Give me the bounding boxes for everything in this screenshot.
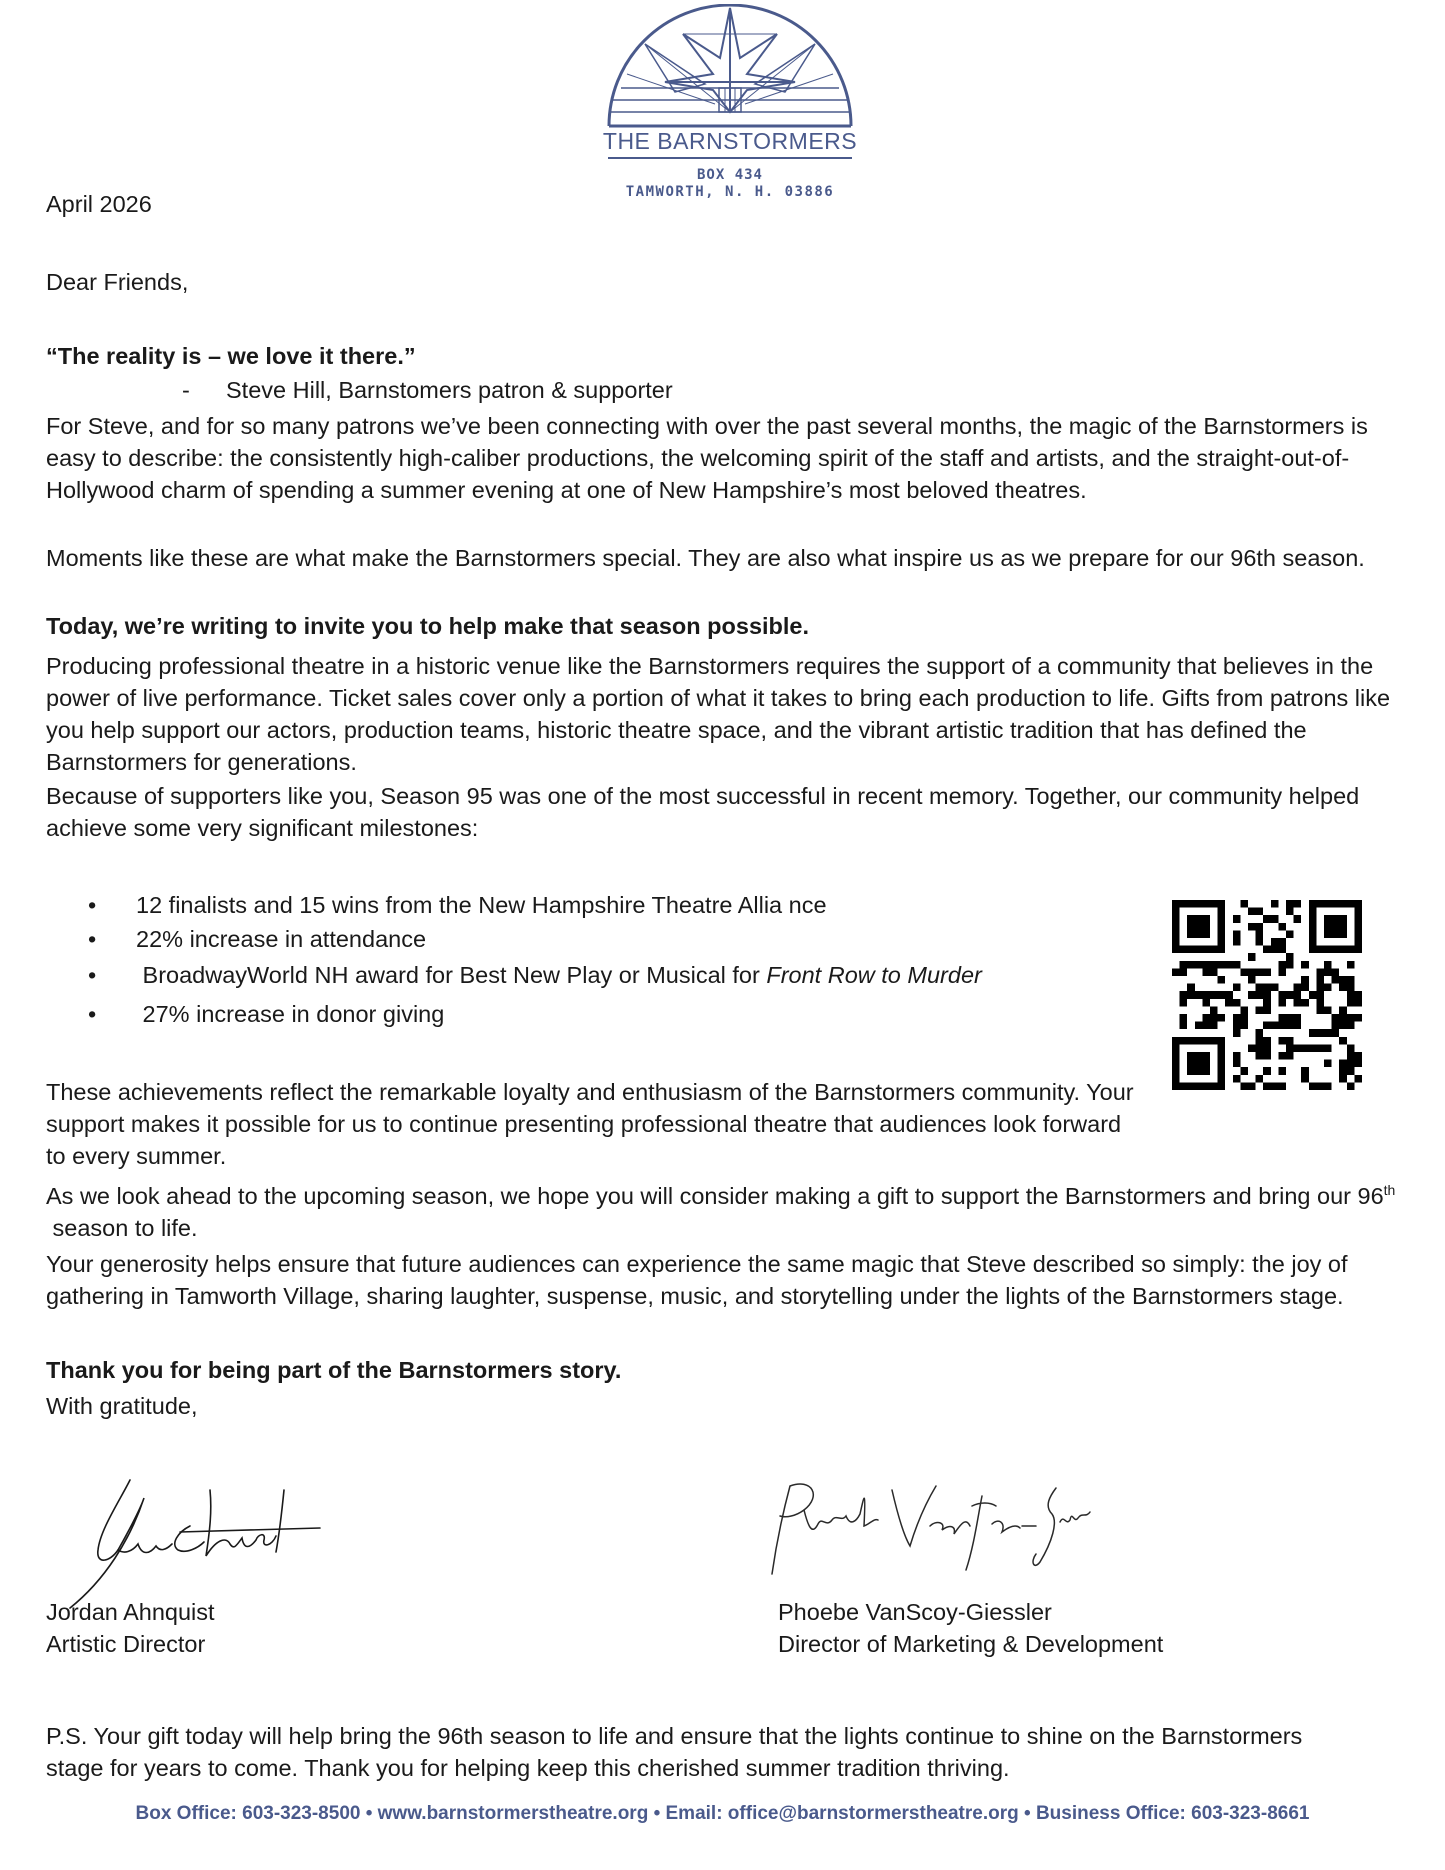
quote-text: “The reality is – we love it there.” <box>46 343 416 369</box>
paragraph-invite: Today, we’re writing to invite you to help make that season possible. <box>46 613 810 639</box>
milestone-text: 22% increase in attendance <box>136 926 427 952</box>
milestone-show-title: Front Row to Murder <box>766 962 982 988</box>
org-city-address: TAMWORTH, N. H. 03886 <box>625 184 835 200</box>
upcoming-season-text-a: As we look ahead to the upcoming season, we hope you will consider making a gift to support the Barnstormers and bring our 96 <box>46 1183 1384 1209</box>
signer-title-1: Artistic Director <box>46 1631 206 1657</box>
bullet-icon: • <box>88 892 97 918</box>
milestones-list <box>88 892 982 1035</box>
list-item <box>88 962 982 1001</box>
paragraph-season-95: Because of supporters like you, Season 95 was one of the most successful in recent memory. Together, our community helped achieve some very significant milestones: <box>46 783 1360 841</box>
ordinal-suffix: th <box>1383 1182 1396 1199</box>
qr-code-icon[interactable] <box>1172 900 1362 1090</box>
paragraph-generosity: Your generosity helps ensure that future audiences can experience the same magic that Steve described so simply: the joy of gathering in Tamworth Village, sharing laughter, suspense, music, and storytelling under the lights of the Barnstormers stage. <box>46 1251 1348 1309</box>
letterhead <box>600 4 860 200</box>
bullet-icon: • <box>88 962 97 988</box>
paragraph-thank-you: Thank you for being part of the Barnstormers story. <box>46 1357 622 1383</box>
upcoming-season-text-b: season to life. <box>46 1215 198 1241</box>
quote-attribution: Steve Hill, Barnstomers patron & supporter <box>226 377 673 403</box>
org-box-address: BOX 434 <box>696 167 763 183</box>
paragraph-producing: Producing professional theatre in a historic venue like the Barnstormers requires the support of a community that believes in the power of live performance. Ticket sales cover only a portion of what it takes to bring each production to life. Gifts from patrons like you help support our actors, production teams, historic theatre space, and the vibrant artistic tradition that has defined the Barnstormers for generations. <box>46 653 1391 775</box>
bullet-icon: • <box>88 1001 97 1027</box>
salutation: Dear Friends, <box>46 269 189 295</box>
footer-contact: Box Office: 603-323-8500 • www.barnstormerstheatre.org • Email: office@barnstormerstheatre.org • Business Office: 603-323-8661 <box>135 1803 1310 1824</box>
paragraph-moments: Moments like these are what make the Barnstormers special. They are also what inspire us as we prepare for our 96th season. <box>46 545 1365 571</box>
signature-phoebe-vanscoy-giessler-icon <box>760 1466 1100 1586</box>
list-item <box>88 1001 982 1035</box>
paragraph-achievements: These achievements reflect the remarkable loyalty and enthusiasm of the Barnstormers community. Your support makes it possible for us to continue presenting professional theatre that audiences look forward to every summer. <box>46 1079 1134 1169</box>
theatre-star-arch-logo-icon <box>605 4 855 128</box>
paragraph-intro: For Steve, and for so many patrons we’ve been connecting with over the past several months, the magic of the Barnstormers is easy to describe: the consistently high-caliber productions, the welcoming spirit of the staff and artists, and the straight-out-of-Hollywood charm of spending a summer evening at one of New Hampshire’s most beloved theatres. <box>46 413 1368 503</box>
letter-date: April 2026 <box>46 191 152 217</box>
signature-jordan-ahnquist-icon <box>60 1470 330 1610</box>
org-name-underline <box>608 157 852 159</box>
list-item <box>88 892 982 926</box>
signer-name-2: Phoebe VanScoy-Giessler <box>778 1599 1052 1625</box>
paragraph-upcoming-season <box>46 1180 1416 1244</box>
postscript: P.S. Your gift today will help bring the 96th season to life and ensure that the lights continue to shine on the Barnstormers stage for years to come. Thank you for helping keep this cherished summer tradition thriving. <box>46 1723 1303 1781</box>
quote-dash: - <box>182 377 190 403</box>
milestone-text: BroadwayWorld NH award for Best New Play or Musical for <box>136 962 767 988</box>
org-name: THE BARNSTORMERS <box>602 128 858 154</box>
closing: With gratitude, <box>46 1393 198 1419</box>
milestone-text: 12 finalists and 15 wins from the New Hampshire Theatre Allia nce <box>136 892 827 918</box>
bullet-icon: • <box>88 926 97 952</box>
milestone-text: 27% increase in donor giving <box>136 1001 445 1027</box>
signer-title-2: Director of Marketing & Development <box>778 1631 1164 1657</box>
signer-name-1: Jordan Ahnquist <box>46 1599 215 1625</box>
list-item <box>88 926 982 962</box>
